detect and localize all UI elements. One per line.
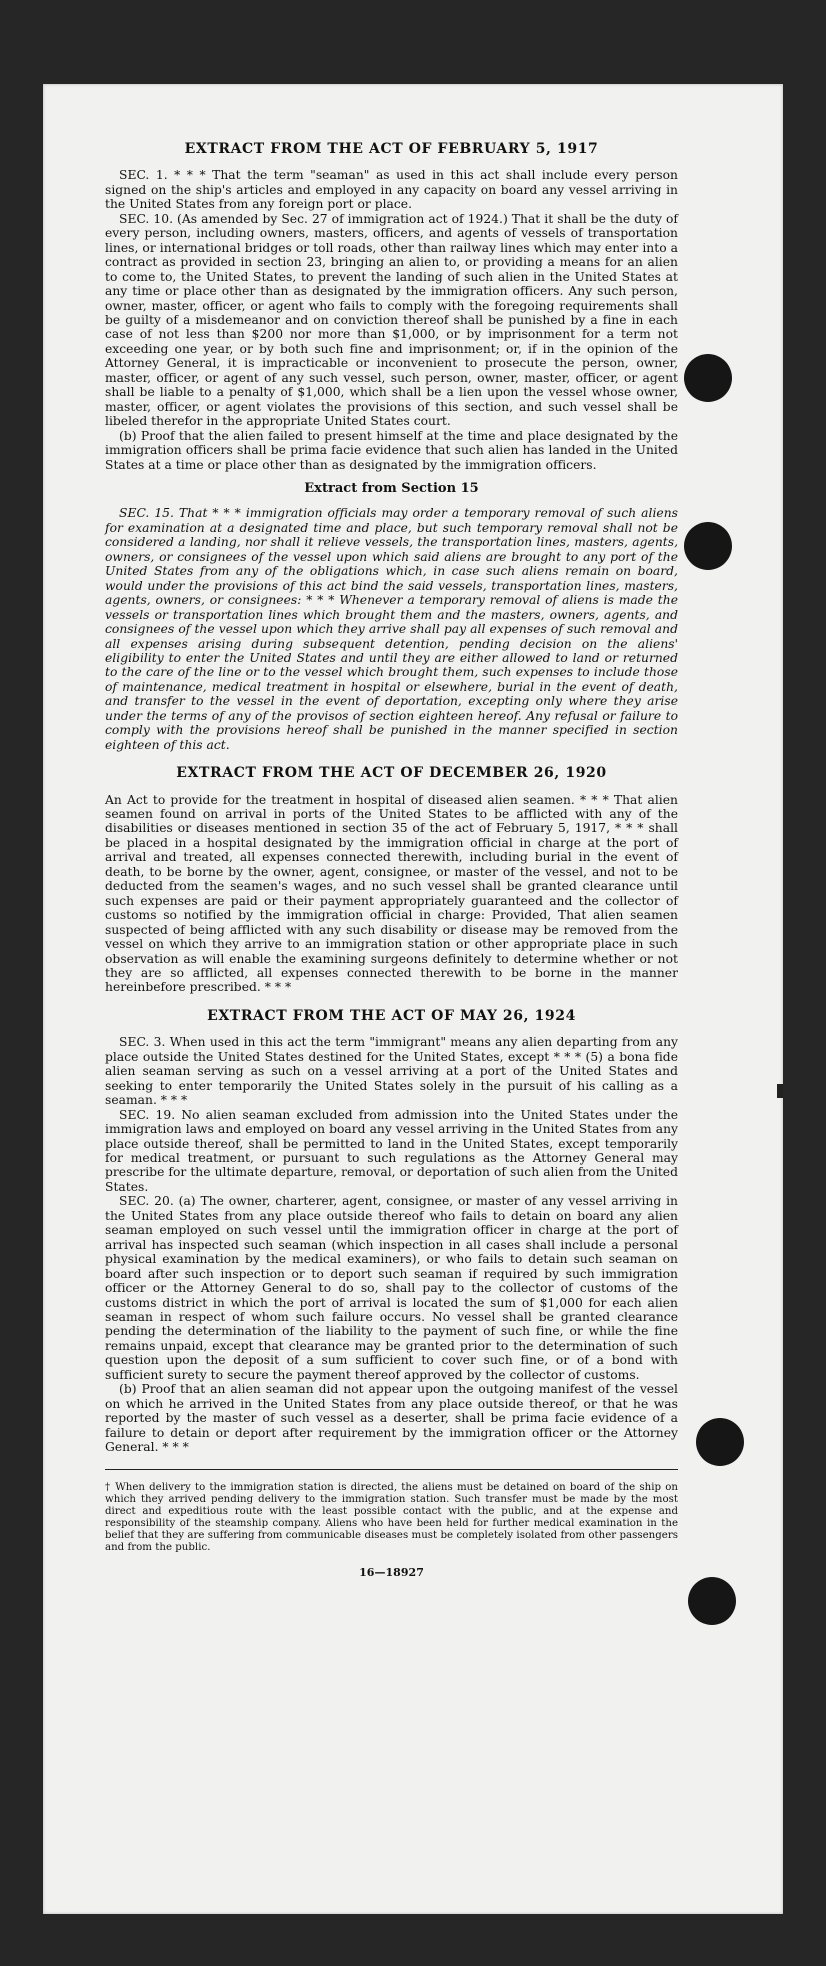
section-19-paragraph: SEC. 19. No alien seaman excluded from admission into the United States under the immigration laws and employed on board any vessel arriving in the United States from any place outside thereof, shall be permitted to land in the United States, except temporarily for medical treatment, or pursuant to such regulations as the Attorney General may prescribe for the ultimate departure, removal, or deportation of such alien from the United States. [105,1107,678,1194]
section-15-paragraph: SEC. 15. That * * * immigration officials may order a temporary removal of such aliens for examination at a designated time and place, but such temporary removal shall not be considered a landing, nor shall it relieve vessels, the transportation lines, masters, agents, owners, or consignees of the vessel upon which said aliens are brought to any port of the United States from any of the obligations which, in case such aliens remain on board, would under the provisions of this act bind the said vessels, transportation lines, masters, agents, owners, or consignees: * * * Whenever a temporary removal of aliens is made the vessels or transportation lines which brought them and the masters, owners, agents, and consignees of the vessel upon which they arrive shall pay all expenses of such removal and all expenses arising during subsequent detention, pending decision on the aliens' eligibility to enter the United States and until they are either allowed to land or returned to the care of the line or to the vessel which brought them, such expenses to include those of maintenance, medical treatment in hospital or elsewhere, burial in the event of death, and transfer to the vessel in the event of deportation, excepting only where they arise under the terms of any of the provisos of section eighteen hereof. Any refusal or failure to comply with the provisions hereof shall be punished in the manner specified in section eighteen of this act. [105,506,678,752]
section-3-paragraph: SEC. 3. When used in this act the term "immigrant" means any alien departing from any place outside the United States destined for the United States, except * * * (5) a bona fide alien seaman serving as such on a vessel arriving at a port of the United States and seeking to enter temporarily the United States solely in the pursuit of his calling as a seaman. * * * [105,1035,678,1108]
section-20-paragraph: SEC. 20. (a) The owner, charterer, agent, consignee, or master of any vessel arriving in the United States from any place outside thereof who fails to detain on board any alien seaman employed on such vessel until the immigration officer in charge at the port of arrival has inspected such seaman (which inspection in all cases shall include a personal physical examination by the medical examiners), or who fails to detain such seaman on board after such inspection or to deport such seaman if required by such immigration officer or the Attorney General to do so, shall pay to the collector of customs of the customs district in which the port of arrival is located the sum of $1,000 for each alien seaman in respect of whom such failure occurs. No vessel shall be granted clearance pending the determination of the liability to the payment of such fine, or while the fine remains unpaid, except that clearance may be granted prior to the determination of such question upon the deposit of a sum sufficient to cover such fine, or of a bond with sufficient surety to secure the payment thereof approved by the collector of customs. [105,1194,678,1382]
section-20-b-paragraph: (b) Proof that an alien seaman did not appear upon the outgoing manifest of the vessel on which he arrived in the United States from any place outside thereof, or that he was reported by the master of such vessel as a deserter, shall be prima facie evidence of a failure to detain or deport after requirement by the immigration officer or the Attorney General. * * * [105,1382,678,1455]
footnote: † When delivery to the immigration station is directed, the aliens must be detained on board of the ship on which they arrived pending delivery to the immigration station. Such transfer must be made by the most direct and expeditious route with the least possible contact with the public, and at the expense and responsibility of the steamship company. Aliens who have been held for further medical examination in the belief that they are suffering from communicable diseases must be completely isolated from other passengers and from the public. [105,1481,678,1553]
heading-act-1924: EXTRACT FROM THE ACT OF MAY 26, 1924 [207,1007,576,1024]
heading-section-15: Extract from Section 15 [304,480,479,496]
punch-hole-4 [688,1577,736,1625]
heading-act-1920: EXTRACT FROM THE ACT OF DECEMBER 26, 1920 [176,765,607,782]
punch-hole-2 [684,522,732,570]
punch-hole-1 [684,354,732,402]
heading-act-1917: EXTRACT FROM THE ACT OF FEBRUARY 5, 1917 [184,141,599,157]
footnote-divider [105,1469,678,1470]
section-10-b-paragraph: (b) Proof that the alien failed to present himself at the time and place designated by the immigration officers shall be prima facie evidence that such alien has landed in the United States at a time or place other than as designated by the immigration officers. [105,428,678,472]
page-id: 16—18927 [359,1565,424,1579]
section-1-paragraph: SEC. 1. * * * That the term "seaman" as used in this act shall include every person signed on the ship's articles and employed in any capacity on board any vessel arriving in the United States from any foreign port or place. [105,168,678,212]
act-1920-paragraph: An Act to provide for the treatment in hospital of diseased alien seamen. * * * That alien seamen found on arrival in ports of the United States to be afflicted with any of the disabilities or diseases mentioned in section 35 of the act of February 5, 1917, * * * shall be placed in a hospital designated by the immigration official in charge at the port of arrival and treated, all expenses connected therewith, including burial in the event of death, to be borne by the owner, agent, consignee, or master of the vessel, and not to be deducted from the seamen's wages, and no such vessel shall be granted clearance until such expenses are paid or their payment appropriately guaranteed and the collector of customs so notified by the immigration official in charge: Provided, That alien seamen suspected of being afflicted with any such disability or disease may be removed from the vessel on which they arrive to an immigration station or other appropriate place in such observation as will enable the examining surgeons definitely to determine whether or not they are so afflicted, all expenses connected therewith to be borne in the manner hereinbefore prescribed. * * * [105,792,678,995]
punch-hole-3 [696,1418,744,1466]
edge-mark [777,1084,783,1098]
document-text [105,142,678,1580]
section-10-paragraph: SEC. 10. (As amended by Sec. 27 of immigration act of 1924.) That it shall be the duty of every person, including owners, masters, officers, and agents of vessels of transportation lines, or international bridges or toll roads, other than railway lines which may enter into a contract as provided in section 23, bringing an alien to, or providing a means for an alien to come to, the United States, to prevent the landing of such alien in the United States at any time or place other than as designated by the immigration officers. Any such person, owner, master, officer, or agent who fails to comply with the foregoing requirements shall be guilty of a misdemeanor and on conviction thereof shall be punished by a fine in each case of not less than $200 nor more than $1,000, or by imprisonment for a term not exceeding one year, or by both such fine and imprisonment; or, if in the opinion of the Attorney General, it is impracticable or inconvenient to prosecute the person, owner, master, officer, or agent of any such vessel, such person, owner, master, officer, or agent shall be liable to a penalty of $1,000, which shall be a lien upon the vessel whose owner, master, officer, or agent violates the provisions of this section, and such vessel shall be libeled therefor in the appropriate United States court. [105,211,678,429]
